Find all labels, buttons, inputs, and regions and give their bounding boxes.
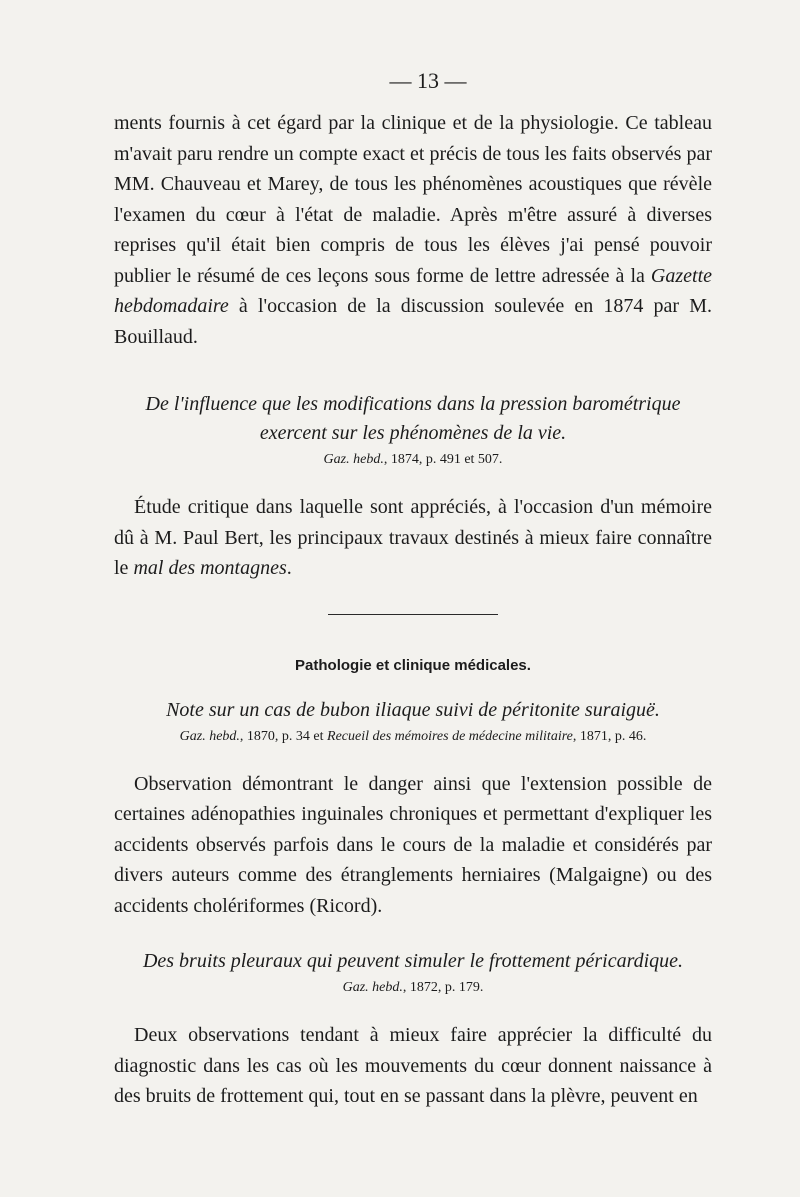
intro-text: ments fournis à cet égard par la clinique et de la physiologie. Ce tableau m'avait paru rendre un compte exact et précis de tous les faits observés par MM. Chauveau et Marey, de tous les phénomènes acoustiques que révèle l'examen du cœur à l'état de maladie. Après m'être assuré à diverses reprises qu'il était bien compris de tous les élèves j'ai pensé pouvoir publier le résumé de ces leçons sous forme de lettre adressée à la xyxy=(114,112,712,287)
citation-journal-2: Recueil des mémoires de médecine militaire xyxy=(327,728,573,744)
citation-journal: Gaz. hebd. xyxy=(179,728,240,744)
citation-journal: Gaz. hebd. xyxy=(323,452,384,467)
citation-mid: , 1870, p. 34 et xyxy=(239,728,328,744)
section-heading: Pathologie et clinique médicales. xyxy=(295,656,531,674)
entry-summary-italic: mal des montagnes xyxy=(133,557,287,579)
entry-title-line1: Note sur un cas de bubon iliaque suivi de péritonite suraiguë. xyxy=(166,698,660,721)
entry-title xyxy=(114,947,712,976)
entry-citation xyxy=(114,980,712,996)
entry-summary xyxy=(114,769,712,922)
intro-tail: à l'occasion de la discussion soulevée en 1874 par M. Bouillaud. xyxy=(114,295,712,348)
entry-citation xyxy=(114,729,712,745)
citation-journal: Gaz. hebd. xyxy=(342,980,403,995)
citation-rest: , 1871, p. 46. xyxy=(572,728,647,744)
publication-entry xyxy=(114,390,712,584)
entry-title xyxy=(114,696,712,725)
section-divider xyxy=(328,614,498,615)
citation-rest: , 1874, p. 491 et 507. xyxy=(383,452,503,467)
publication-entry xyxy=(114,947,712,1112)
entry-summary xyxy=(114,492,712,584)
page-number: — 13 — xyxy=(389,68,467,93)
entry-summary-text: Étude critique dans laquelle sont appréciés, à l'occasion d'un mémoire dû à M. Paul Bert, les principaux travaux destinés à mieux faire connaître le xyxy=(114,496,712,579)
entry-title-line2: exercent sur les phénomènes de la vie. xyxy=(259,422,567,444)
publication-entry xyxy=(114,696,712,922)
intro-journal-title: Gazette hebdomadaire xyxy=(114,264,712,317)
intro-paragraph xyxy=(114,108,712,352)
entry-summary xyxy=(114,1020,712,1112)
entry-title xyxy=(114,390,712,448)
entry-summary-text: Observation démontrant le danger ainsi que l'extension possible de certaines adénopathies inguinales chroniques et permettant d'expliquer les accidents observés parfois dans le cours de la maladie et considérés par divers auteurs comme des étranglements herniaires (Malgaigne) ou des accidents cholériformes (Ricord). xyxy=(114,772,712,917)
entry-title-line1: De l'influence que les modifications dans la pression barométrique xyxy=(145,393,681,415)
entry-citation xyxy=(114,452,712,468)
entry-summary-tail: . xyxy=(286,557,292,579)
citation-rest: , 1872, p. 179. xyxy=(402,980,484,995)
entry-summary-text: Deux observations tendant à mieux faire apprécier la difficulté du diagnostic dans les cas où les mouvements du cœur donnent naissance à des bruits de frottement qui, tout en se passant dans la plèvre, peuvent en xyxy=(114,1024,712,1107)
entry-title-line1: Des bruits pleuraux qui peuvent simuler le frottement péricardique. xyxy=(142,950,684,972)
